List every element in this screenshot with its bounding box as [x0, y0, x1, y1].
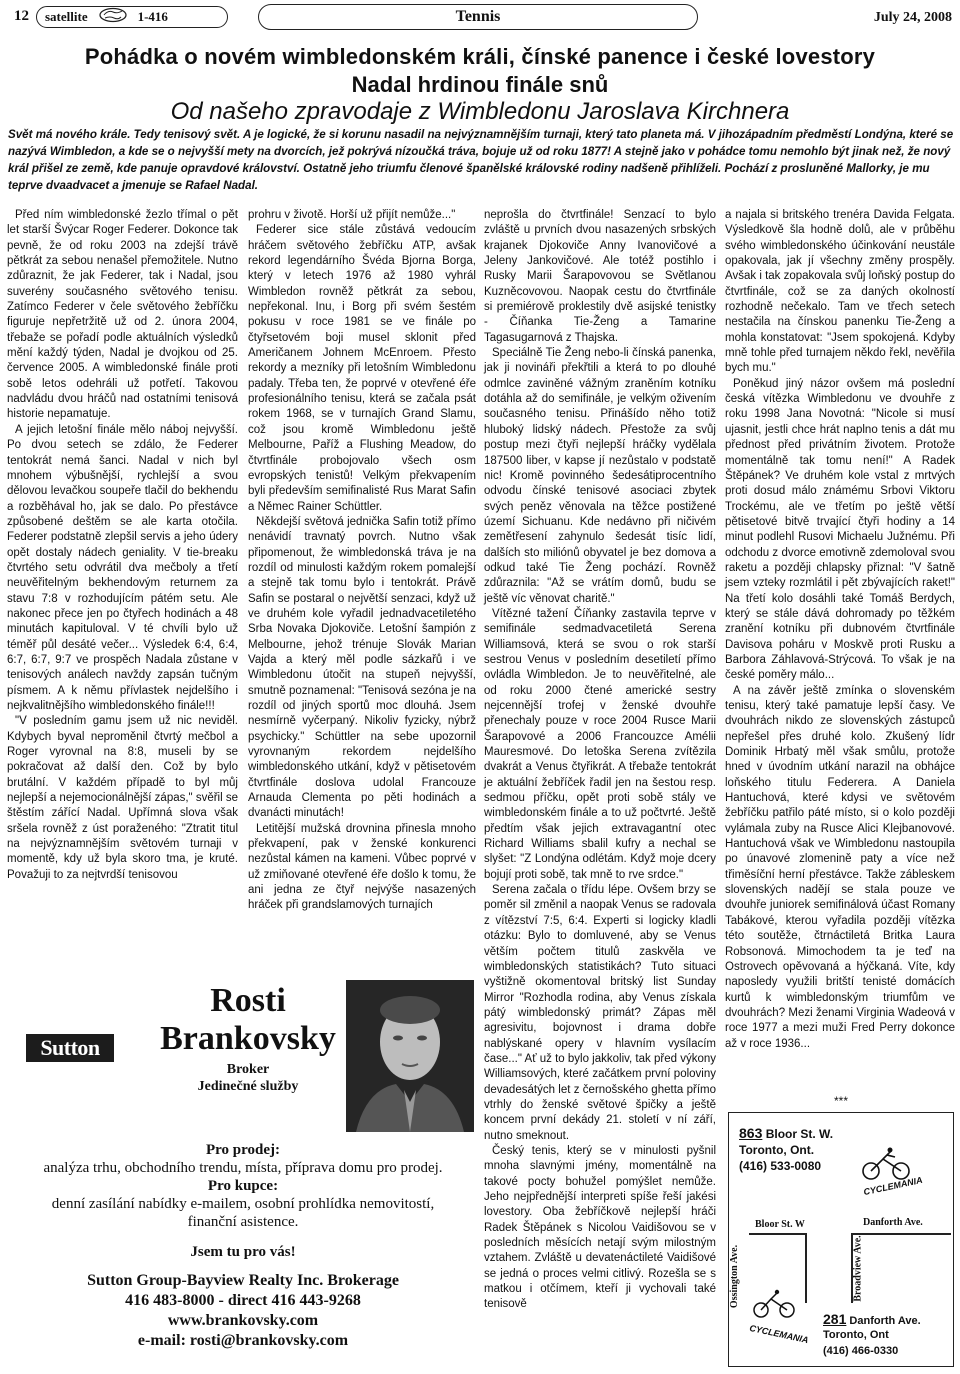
map-label-ossington: Ossington Ave. [729, 1244, 741, 1309]
paragraph: Někdejší světová jednička Safin totiž přímo nenávidí travnatý povrch. Nutno však připomenout, že wimbledonská tráva je na rozdíl od minulosti každým rokem pomalejší a stejně tak tomu bylo i tentokrát. Právě Safin se postaral o největší senzaci, když už ve druhém kole vyřadil jednadvacetiletého Srba Novaka Djokoviče. Letošní šampión z Melbourne, jehož trénuje Slovák Marian Vajda a který měl podle sázkařů i ve Wimbledonu útočit na stupeň nejvyšší, smutně poznamenal: "Tenisová sezóna je na rozdíl od jiných sportů moc dlouhá. Jsem nesmírně vyčerpaný. Nikoliv fyzicky, nýbrž psychicky." Schüttler na sebe upozornil vyrovnaným rekordem nejdelšího wimbledonského utkání, když v pětisetovém čtvrtfinále doslova udolal Francouze Arnauda Clementa po pěti hodinách a dvanácti minutách! [248, 515, 476, 820]
issue-date: July 24, 2008 [873, 10, 952, 25]
satellite-globe-icon [98, 7, 128, 27]
paragraph: Letitější mužská drovnina přinesla mnoho překvapení, pak v ženské konkurenci nezůstal kámen na kameni. Vůbec poprvé v už zmiňované otevřené éře došlo k tomu, že ani jedna ze čtyř nejvýše nasazených hráček při grandslamových turnajích [248, 822, 476, 912]
realtor-first-name: Rosti [210, 982, 286, 1019]
brand-name-2: CYCLEMANIA [748, 1322, 810, 1346]
page-number: 12 [14, 8, 29, 24]
map-road [749, 1233, 805, 1235]
cyclemania-advertisement [728, 1112, 954, 1367]
map-label-danforth: Danforth Ave. [863, 1217, 923, 1228]
realtor-role: Broker [226, 1062, 270, 1077]
article-column-3 [484, 208, 716, 1368]
masthead-name: satellite [45, 9, 88, 24]
sale-heading: Pro prodej: [205, 1142, 281, 1158]
masthead-phone-prefix: 1-416 [137, 9, 168, 24]
map-label-bloor: Bloor St. W [755, 1219, 805, 1230]
paragraph: Serena začala o třídu lépe. Ovšem brzy se poměr sil změnil a naopak Venus se radovala z vítězství 7:5, 6:4. Experti si logicky kladli otázku: Bylo to domluvené, aby se Venus větším počtem titulů zaskvěla ve wimbledonských statistikách? Tuto situaci vyštižně okomentoval britský list Sunday Mirror "Rozhodla rodina, aby Venus získala pátý wimbledonský primát? Zápas měl agresivitu, bojovnost i drama dobře nablýskané opery v hlavním vysílacím čase..." Ať už to bylo jakkoliv, tak před výkony Williamsových, které začátkem první poloviny devadesátých let z černošského ghetta přímo vtrhly do ženské světové špičky a ještě koncem první dekády 21. století v ní září, nutno smeknout. [484, 884, 716, 1142]
paragraph: Federer sice stále zůstává vedoucím hráčem světového žebříčku ATP, avšak rekord legendárního Švéda Bjorna Borga, který v letech 1976 až 1980 vyhrál Wimbledon rovněž pětkrát za sebou, nepřekonal. Inu, i Borg při svém šestém pokusu v roce 1981 se ve finále po čtyřsetovém boji musel sklonit před Američanem Johnem McEnroem. Přesto rekordy a mezníky při letošním Wimbledonu padaly. Třeba ten, že poprvé v otevřené éře profesionálního tenisu, která se začala psát rokem 1968, se v turnajích Grand Slamu, což jsou kromě Wimbledonu ještě Melbourne, Paříž a Flushing Meadow, do čtvrtfinále probojovalo všech osm evropských tenistů! Velkým překvapením byli především semifinalisté Rus Marat Safin a Němec Rainer Schüttler. [248, 224, 476, 513]
address-2-number: 281 [823, 1311, 847, 1327]
headline: Pohádka o novém wimbledonském králi, čínské panence i české lovestory [84, 44, 876, 69]
sale-text: analýza trhu, obchodního trendu, místa, příprava domu pro prodej. [43, 1160, 443, 1176]
end-mark: *** [833, 1094, 848, 1108]
address-1-street: Bloor St. W. [765, 1127, 834, 1141]
address-2-street: Danforth Ave. [849, 1315, 921, 1327]
address-1-phone: (416) 533-0080 [739, 1159, 822, 1173]
paragraph: Vítězné tažení Číňanky zastavila teprve v semifinále sedmadvacetiletá Serena Williamsová, která se svou o rok starší sestrou Venus v posledním desetiletí přímo ovládla Wimbledon. Je to neuvěřitelné, ale od roku 2000 čtené americké sestry nejcennější trofej v ženské dvouhře přenechaly pouze v roce 2004 Rusce Marii Šarapovové a 2006 Francouzce Amélii Mauresmové. Do letoška Serena zvítězila dvakrát a Venus čtyřikrát. A třebaže tentokrát je aktuální žebříček řadil jen na šestou resp. sedmou příčku, opět proti sobě stály ve wimbledonském finále a to už počtvrté. Ještě předtím však jejich extravagantní otec Richard Williams sbalil kufry a nechal se slyšet: "Z Londýna odlétám. Když moje dcery bojují proti sobě, tak mně to rve srdce." [484, 607, 716, 881]
address-2-phone: (416) 466-0330 [823, 1345, 899, 1357]
article-column-2 [248, 208, 476, 912]
sutton-logo: Sutton [26, 1034, 114, 1062]
masthead-badge [36, 6, 228, 28]
buy-heading: Pro kupce: [207, 1178, 279, 1194]
subheadline: Nadal hrdinou finále snů [351, 72, 609, 97]
article-column-4 [725, 208, 955, 1050]
map-road [851, 1233, 951, 1235]
slogan: Jsem tu pro vás! [190, 1244, 296, 1260]
paragraph: Poněkud jiný názor ovšem má poslední česká vítězka Wimbledonu ve dvouhře z roku 1998 Jana Novotná: "Nicole si musí ujasnit, jestli chce hrát naplno tenis a dát mu přednost před privátním životem. Protože momentálně tak tomu není!" A Radek Štěpánek? Ve druhém kole vstal z mrtvých proti dosud málo známému Srbovi Viktoru Trockému, ale ve třetím po ještě větší pětisetové bitvě trvající čtyři hodiny a 14 minut podlehl Rusovi Michaelu Južnému. Při odchodu z dvorce emotivně zdemoloval svou raketu a později chlapsky přiznal: "V šatně jsem vzteky rozmlátil i pět zbývajících raket!" Na třetí kolo dosáhli také Tomáš Berdych, který se stále dává dohromady po těžkém zranění kotníku při dubnovém čtvrtfinále Davisova poháru v Moskvě proti Rusku a Barbora Záhlavová-Strýcová. To však je na české poměry málo... [725, 377, 955, 682]
paragraph: prohru v životě. Horší už přijít nemůže..." [248, 209, 456, 221]
realtor-last-name: Brankovsky [160, 1020, 336, 1057]
address-2-city: Toronto, Ont [823, 1329, 889, 1341]
map-label-broadview: Broadview Ave. [852, 1235, 864, 1302]
paragraph: A jejich letošní finále mělo náboj nejvyšší. Po dvou setech se zdálo, že Federer tentokrát nemá šanci. Nadal v nich byl mnohem výbušnější, rychlejší a svou dělovou levačkou soupeře tlačil do bekhendu a rozběhával ho, jak se dalo. Po přestávce způsobené deštěm se ale karta otočila. Federer podstatně zlepšil servis a jeho údery opět dostaly nádech geniality. V tie-breaku čtvrtého setu odvrátil dva mečboly a třetí neuvěřitelným bekhendovým returnem za stavu 7:8 v rozhodujícím pátém setu. Ale nakonec přece jen po čtyřech hodinách a 48 minutách kapituloval. V té chvíli bylo už téměř půl desáté večer... Výsledek 6:4, 6:4, 6:7, 6:7, 9:7 ve prospěch Nadala zůstane v tenisových análech navždy zapsán tučným písmem. A k němu přívlastek nejdelšího i nejkvalitnějšího wimbledonského finále!!! [7, 423, 238, 712]
paragraph: a najala si britského trenéra Davida Felgata. Výsledkově šla hodně dolů, ale v průběhu svého wimbledonského účinkování neustále opakovala, jak jí všechny změny prospěly. Avšak i tak zopakovala svůj loňský postup do čtvrtfinále, což se za daných okolností rozhodně nečekalo. Tam ve třech setech nestačila na čínskou panenku Tie-Ženg a mohla konstatovat: "Jsem spokojená. Kdyby mně tohle před turnajem někdo řekl, nevěřila bych mu." [725, 209, 955, 375]
realtor-photo [346, 980, 474, 1132]
address-1-number: 863 [739, 1125, 763, 1141]
buy-text-1: denní zasílání nabídky e-mailem, osobní prohlídka nemovitostí, [51, 1196, 435, 1212]
email: e-mail: rosti@brankovsky.com [137, 1332, 349, 1349]
brand-name: CYCLEMANIA [862, 1174, 924, 1198]
paragraph: Český tenis, který se v minulosti pyšnil mnoha slavnými jmény, momentálně na takové pocty bohužel pomýšlet nemůže. Jeho nejpřednější interpreti spíše řeší jakési lovestory. Oba žebříčkově nejlepší hráči Radek Štěpánek s Nicolou Vaidišovou se v posledních měsících netají svým milostným vztahem. Zvláště u devatenáctileté Vaidišové se jedná o proces velmi citlivý. Rozešla se s matkou i otčímem, kteří ji vychovali také tenisově [484, 1144, 716, 1311]
paragraph: Speciálně Tie Ženg nebo-li čínská panenka, jak ji novináři překřtili a která to po dlouhé odmlce zaviněné vážným zraněním kotníku dotáhla až do semifinále, je velkým oživením současného tenisu. Přinášído něho totiž hluboký lidský nádech. Přestože za svůj postup mezi čtyři nejlepší hráčky vydělala 187500 liber, v kapse jí nezůstalo v podstatě nic! Kromě povinného šedesátiprocentního odvodu čínské tenisové asociaci zbytek svých peněz věnovala na těžce postižené území Sichuanu. Kde nedávno při ničivém zemětřesení zahynulo šedesát tisíc lidí, dalších sto miliónů obyvatel je bez domova a odkud také Tie Ženg pochází. Rovněž zdůraznila: "Až se vrátím domů, budu se ještě víc věnovat charitě." [484, 347, 716, 605]
lead-paragraph: Svět má nového krále. Tedy tenisový svět. A je logické, že si korunu nasadil na nejvýznamnějším turnaji, který tato planeta má. V jihozápadním předměstí Londýna, které se nazývá Wimbledon, a kde se o nejvyšší mety na dvorcích, jež pokrývá nízoučká tráva, bojuje už od roku 1877! A stejně jako v pohádce tomu nemohlo být jinak než, že nový král přišel ze země, kde panuje opravdové království. Ostatně jeho triumfu členové španělské královské rodiny nadšeně přihlíželi. Pochází z prosluněné Mallorky, je mu teprve dvaadvacet a jmenuje se Rafael Nadal. [8, 128, 954, 192]
byline: Od našeho zpravodaje z Wimbledonu Jaroslava Kirchnera [170, 98, 790, 125]
paragraph: A na závěr ještě zmínka o slovenském tenisu, který také pamatuje lepší časy. Ve dvouhrách nikdo ze slovenských zástupců nepřešel přes druhé kolo. Zkušený lídr Dominik Hrbatý měl však smůlu, protože hned v úvodním utkání narazil na obhájce loňského titulu Federera. A Daniela Hantuchová, které kdysi ve světovém žebříčku patřilo páté místo, si o kolo později vylámala zuby na Rusce Alici Klejbanovové. Hantuchová však ve Wimbledonu nastoupila po únavové zlomenině paty a více než třiměsíční herní přestávce. Takže zábleskem slovenských nadějí se stala pouze ve dvouhře juniorek semifinálová účast Romany Tabákové, kterou vyřadila později vítězka této soutěže, čtrnáctiletá Britka Laura Robsonová. Mimochodem ta je teď na Ostrovech opěvovaná a hýčkaná. Víte, kdy naposledy využili britští tenisté domácích kurtů k wimbledonským triumfům ve dvouhrách? Mezi ženami Virginia Wadeová v roce 1977 a mezi muži Fred Perry dokonce až v roce 1936... [725, 684, 955, 1050]
paragraph: Před ním wimbledonské žezlo třímal o pět let starší Švýcar Roger Federer. Dokonce tak pevně, že od roku 2003 na zdejší trávě pětkrát za sebou nenašel přemožitele. Nutno zdůraznit, že jak Federer, tak i Nadal, jsou suverény současného světového tenisu. Zatímco Federer v čele světového žebříčku figuruje nepřetržitě už od 2. února 2004, třebaže se pořadí podle aktuálních výsledků mění každý týden, Nadal je dvojkou od 25. července 2005. A wimbledonské finále proti sobě letos odehráli už potřetí. Takovou nadvládu dvou hráčů nad ostatními tenisová historie nepamatuje. [7, 209, 238, 421]
section-title: Tennis [258, 4, 698, 30]
website: www.brankovsky.com [167, 1312, 319, 1329]
phone-numbers: 416 483-8000 - direct 416 443-9268 [125, 1292, 361, 1309]
realtor-service: Jedinečné služby [197, 1079, 299, 1094]
shop-address-2 [823, 1311, 921, 1327]
cyclist-icon [749, 1289, 801, 1324]
paragraph: "V posledním gamu jsem už nic neviděl. Kdybych byval neproměnil čtvrtý mečbol a Roger vyrovnal na 8:8, museli by se pokračovat až další den. Což by bylo brutální. V každém případě to byl můj nejlepší a nejemocionálnější zápas," svěřil se štěstím zářící Nadal. Upřímná slova však sršela rovněž z úst poraženého: "Ztratit titul na nejvýznamnějším světovém turnaji v momentě, kdy už byla skoro tma, je kruté. Považuji to za nejtvrdší tenisovou [7, 715, 239, 881]
realtor-advertisement [8, 962, 478, 1367]
shop-address-1 [739, 1125, 833, 1141]
company-name: Sutton Group-Bayview Realty Inc. Brokerage [87, 1272, 399, 1289]
buy-text-2: finanční asistence. [187, 1214, 299, 1230]
article-column-1 [7, 208, 238, 923]
map-road [805, 1233, 807, 1303]
paragraph: neprošla do čtvrtfinále! Senzací to bylo zvláště u prvních dvou nasazených srbských krajanek Djokoviče Anny Ivanovičové a Jeleny Jankovičové. Ale totéž postihlo i Rusky Marii Šarapovovou se Světlanou Kuzněcovovou. Naopak cestu do čtvrtfinále si premiérově proklestily dvě asijské tenistky - Číňanka Tie-Ženg a Tamarine Tagasugarnová z Thajska. [484, 209, 716, 344]
address-1-city: Toronto, Ont. [739, 1143, 815, 1157]
